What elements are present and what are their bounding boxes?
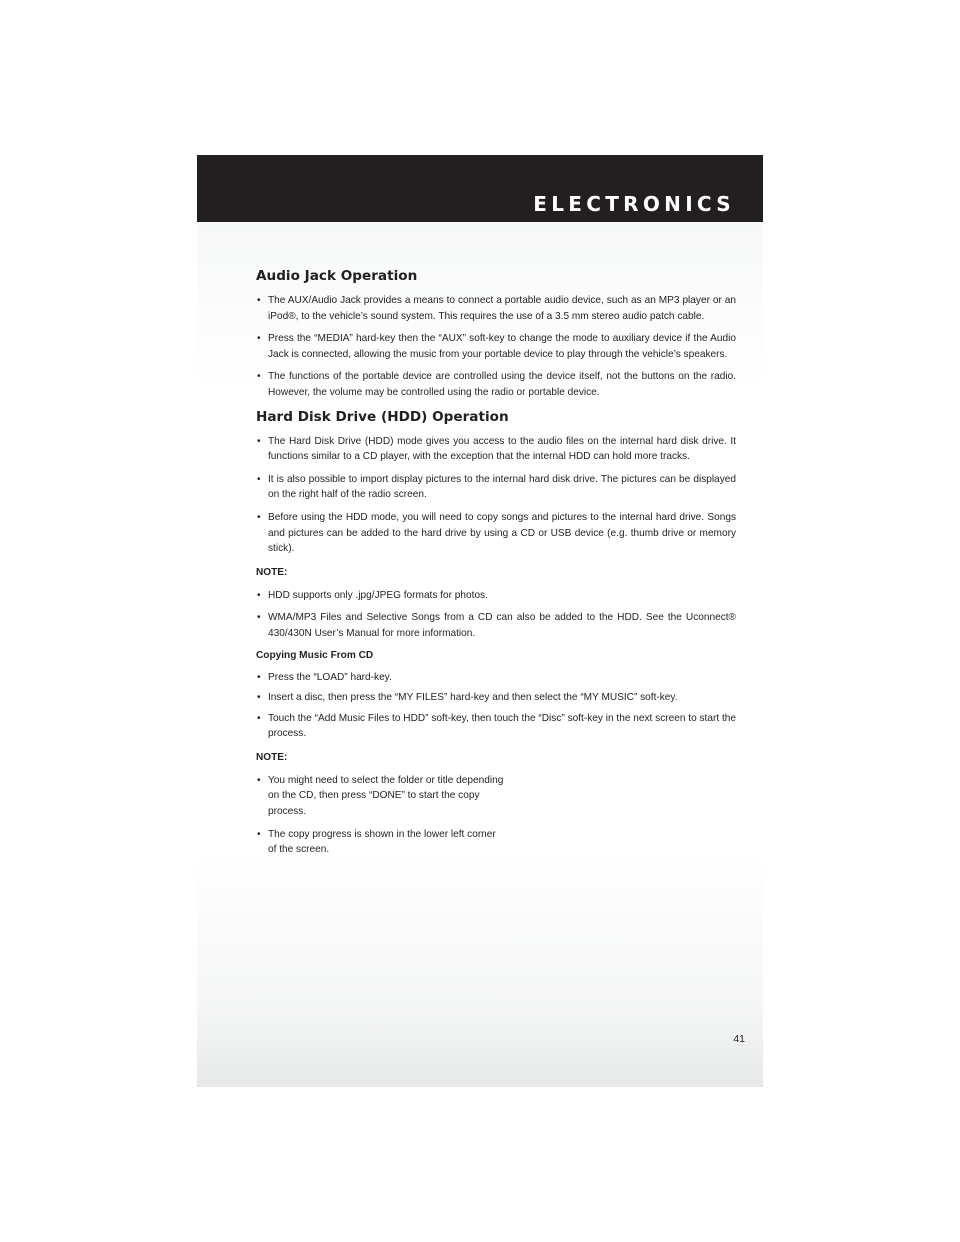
- list-item: • Press the “MEDIA” hard-key then the “AUX” soft-key to change the mode to auxiliary device if the Audio Jack is connected, allowing the music from your portable device to play through the vehicle’s speakers.: [256, 331, 736, 362]
- list-item: • Before using the HDD mode, you will need to copy songs and pictures to the internal hard drive. Songs and pictures can be added to the hard drive by using a CD or USB device (e.g. thumb drive or memory stick).: [256, 510, 736, 557]
- audio-jack-bullets: [256, 293, 736, 401]
- list-item: • WMA/MP3 Files and Selective Songs from a CD can also be added to the HDD. See the Uconnect® 430/430N User’s Manual for more information.: [256, 610, 736, 641]
- list-item: • You might need to select the folder or title depending on the CD, then press “DONE” to start the copy process.: [256, 773, 505, 820]
- list-item: • Press the “LOAD” hard-key.: [256, 670, 736, 686]
- hdd-bullets: [256, 434, 736, 557]
- list-item: • It is also possible to import display pictures to the internal hard disk drive. The pictures can be displayed on the right half of the radio screen.: [256, 472, 736, 503]
- list-item: • Insert a disc, then press the “MY FILES” hard-key and then select the “MY MUSIC” soft-key.: [256, 690, 736, 706]
- heading-hdd-operation: Hard Disk Drive (HDD) Operation: [256, 408, 509, 425]
- list-item: • The AUX/Audio Jack provides a means to connect a portable audio device, such as an MP3 player or an iPod®, to the vehicle’s sound system. This requires the use of a 3.5 mm stereo audio patch cable.: [256, 293, 736, 324]
- manual-page: [197, 155, 763, 1087]
- page-number: 41: [733, 1033, 745, 1045]
- copying-bullets: [256, 670, 736, 742]
- section-header-bar: [197, 155, 763, 222]
- subheading-copying-music: Copying Music From CD: [256, 649, 374, 661]
- note-label: NOTE:: [256, 566, 288, 578]
- copying-note-bullets: [256, 773, 736, 858]
- list-item: • The Hard Disk Drive (HDD) mode gives you access to the audio files on the internal hard disk drive. It functions similar to a CD player, with the exception that the internal HDD can hold more tracks.: [256, 434, 736, 465]
- page-content: [256, 267, 736, 865]
- note-label: NOTE:: [256, 751, 288, 763]
- list-item: • The functions of the portable device are controlled using the device itself, not the buttons on the radio. However, the volume may be controlled using the radio or portable device.: [256, 369, 736, 400]
- section-title: ELECTRONICS: [533, 192, 735, 216]
- list-item: • HDD supports only .jpg/JPEG formats for photos.: [256, 588, 736, 604]
- list-item: • The copy progress is shown in the lower left corner of the screen.: [256, 827, 505, 858]
- heading-audio-jack-operation: Audio Jack Operation: [256, 268, 418, 284]
- list-item: • Touch the “Add Music Files to HDD” soft-key, then touch the “Disc” soft-key in the next screen to start the process.: [256, 711, 736, 742]
- hdd-note-bullets: [256, 588, 736, 642]
